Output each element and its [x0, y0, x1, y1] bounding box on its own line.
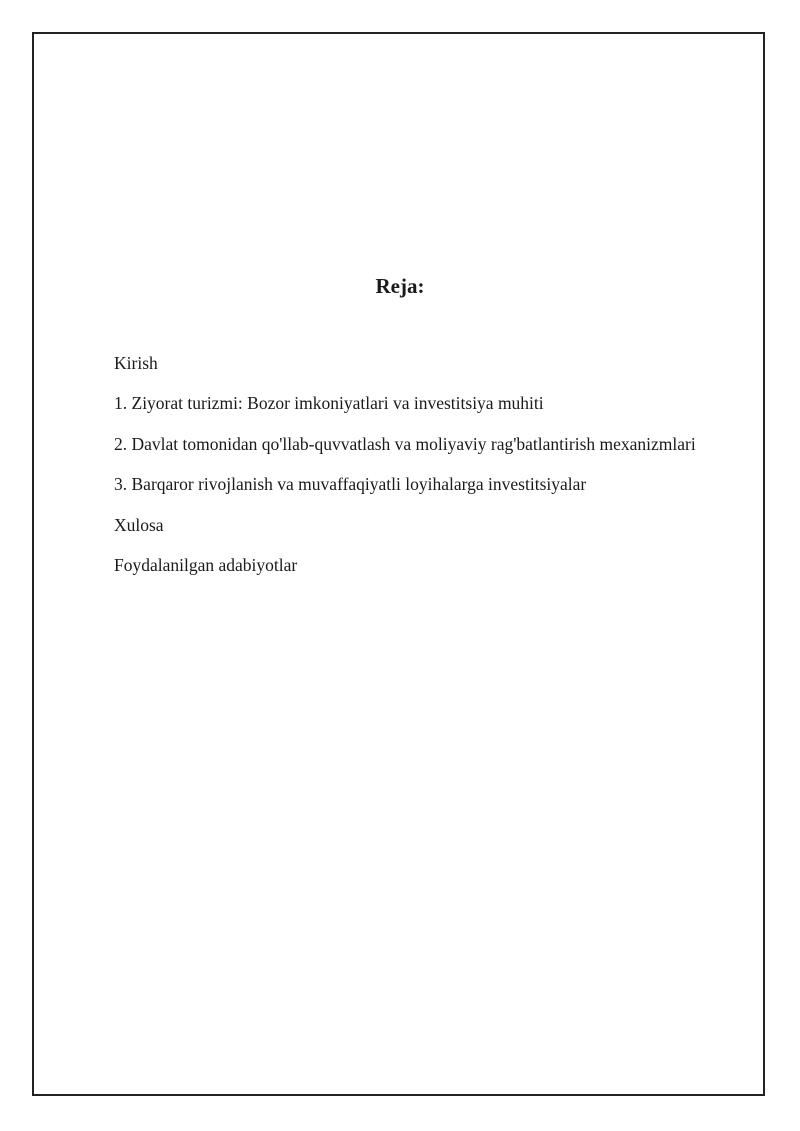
toc-item-chapter-2: 2. Davlat tomonidan qo'llab-quvvatlash va moliyaviy rag'batlantirish mexanizmlari — [114, 433, 696, 454]
toc-item-references: Foydalanilgan adabiyotlar — [114, 554, 298, 575]
toc-item-chapter-3: 3. Barqaror rivojlanish va muvaffaqiyatli loyihalarga investitsiyalar — [114, 474, 587, 495]
table-of-contents — [114, 351, 696, 593]
toc-item-introduction: Kirish — [114, 353, 158, 373]
plan-title: Reja: — [375, 274, 425, 298]
toc-item-chapter-1: 1. Ziyorat turizmi: Bozor imkoniyatlari va investitsiya muhiti — [114, 393, 544, 414]
toc-item-conclusion: Xulosa — [114, 514, 164, 535]
